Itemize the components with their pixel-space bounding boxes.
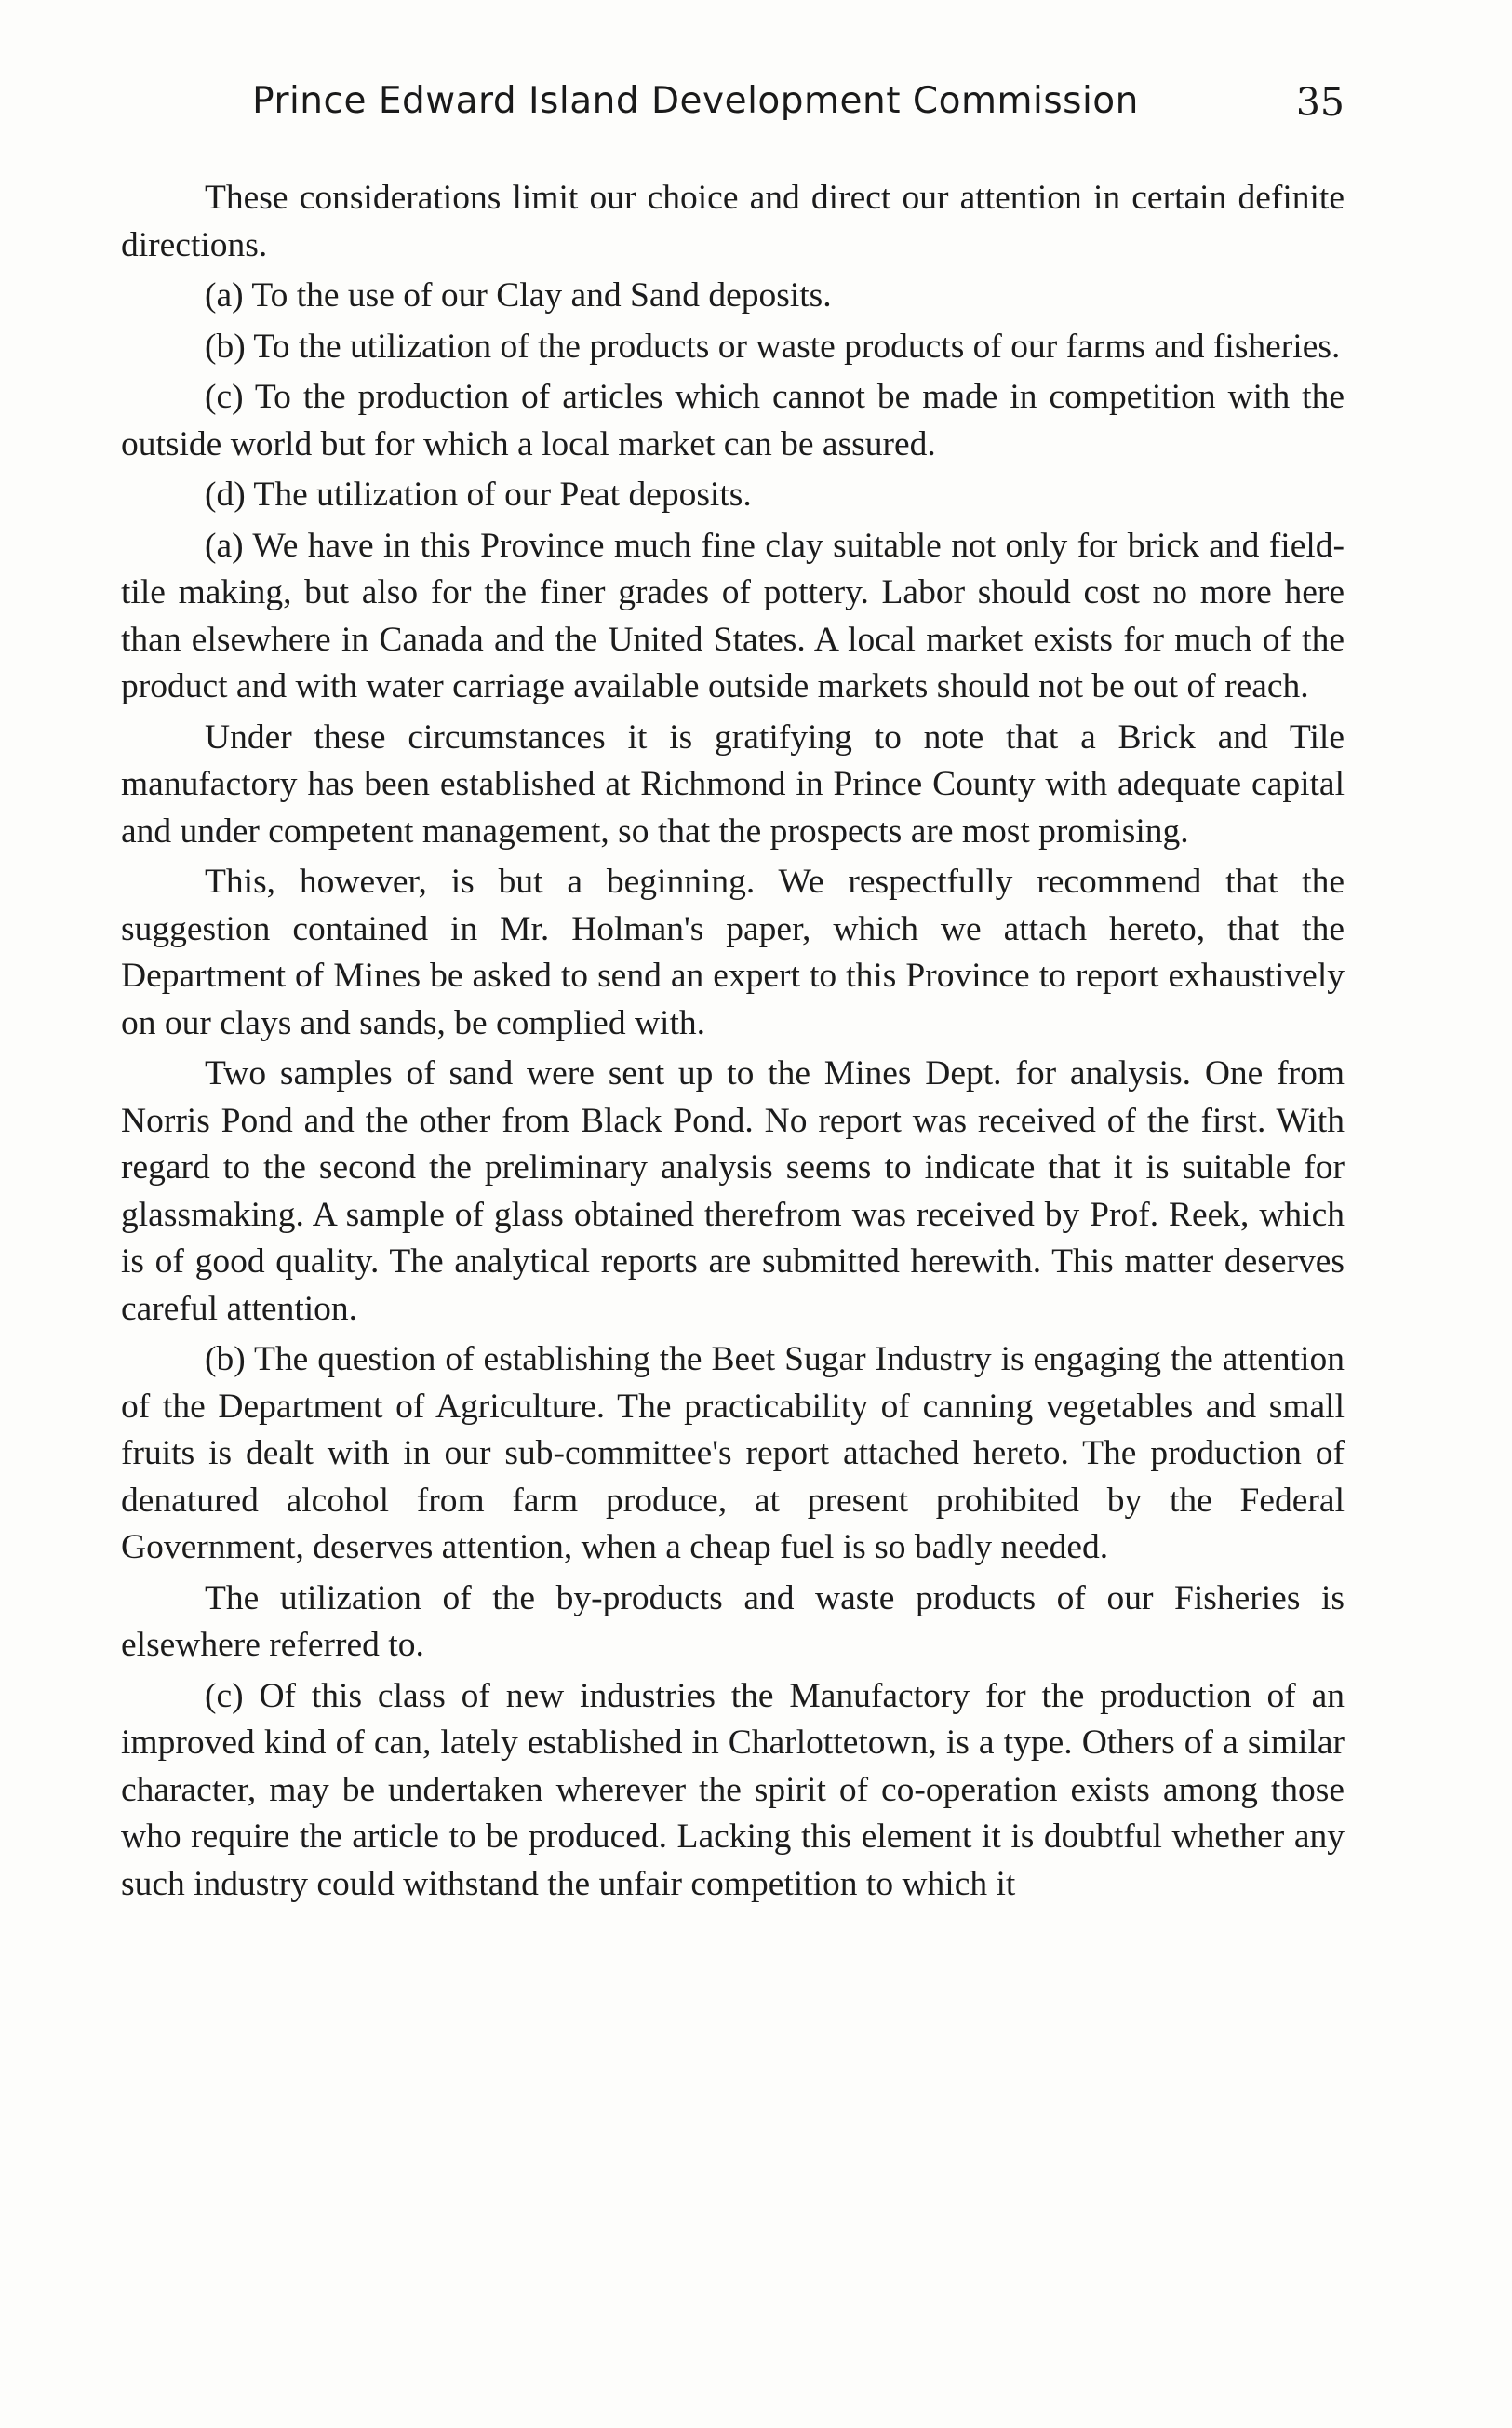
- paragraph-beet-sugar: (b) The question of establishing the Beet Sugar Industry is engaging the attention of the Department of Agriculture. The practicability of canning vegetables and small fruits is dealt with in our sub-committee's report attached hereto. The production of denatured alcohol from farm produce, at present prohibited by the Federal Government, deserves attention, when a cheap fuel is so badly needed.: [121, 1340, 1345, 1566]
- page-number: 35: [1295, 80, 1345, 125]
- list-item-a: (a) To the use of our Clay and Sand deposits.: [205, 276, 832, 315]
- header-title: Prince Edward Island Development Commission: [252, 80, 1139, 122]
- list-item-d: (d) The utilization of our Peat deposits.: [205, 476, 752, 514]
- paragraph-clay: (a) We have in this Province much fine clay suitable not only for brick and field-tile making, but also for the finer grades of pottery. Labor should cost no more here than elsewhere in Canada and the United States. A local market exists for much of the product and with water carriage available outside markets should not be out of reach.: [121, 526, 1345, 705]
- paragraph-new-industries: (c) Of this class of new industries the Manufactory for the production of an improved kind of can, lately established in Charlottetown, is a type. Others of a similar character, may be undertaken wherever the spirit of co-operation exists among those who require the article to be produced. Lacking this element it is doubtful whether any such industry could withstand the unfair competition to which it: [121, 1676, 1345, 1903]
- list-item-b: (b) To the utilization of the products or waste products of our farms and fisheries.: [205, 327, 1341, 366]
- paragraph-sand-samples: Two samples of sand were sent up to the Mines Dept. for analysis. One from Norris Pond and the other from Black Pond. No report was received of the first. With regard to the second the preliminary analysis seems to indicate that it is suitable for glassmaking. A sample of glass obtained therefrom was received by Prof. Reek, which is of good quality. The analytical reports are submitted herewith. This matter deserves careful attention.: [121, 1054, 1345, 1328]
- list-item-c: (c) To the production of articles which cannot be made in competition with the outside world but for which a local market can be assured.: [121, 378, 1345, 463]
- paragraph-recommendation: This, however, is but a beginning. We respectfully recommend that the suggestion contained in Mr. Holman's paper, which we attach hereto, that the Department of Mines be asked to send an expert to this Province to report exhaustively on our clays and sands, be complied with.: [121, 863, 1345, 1042]
- paragraph-intro: These considerations limit our choice and direct our attention in certain definite directions.: [121, 179, 1345, 264]
- body-text: [121, 175, 1345, 1912]
- paragraph-brick-tile: Under these circumstances it is gratifying to note that a Brick and Tile manufactory has been established at Richmond in Prince County with adequate capital and under competent management, so that the prospects are most promising.: [121, 718, 1345, 851]
- paragraph-fisheries: The utilization of the by-products and waste products of our Fisheries is elsewhere referred to.: [121, 1578, 1345, 1664]
- running-header: [121, 80, 1345, 145]
